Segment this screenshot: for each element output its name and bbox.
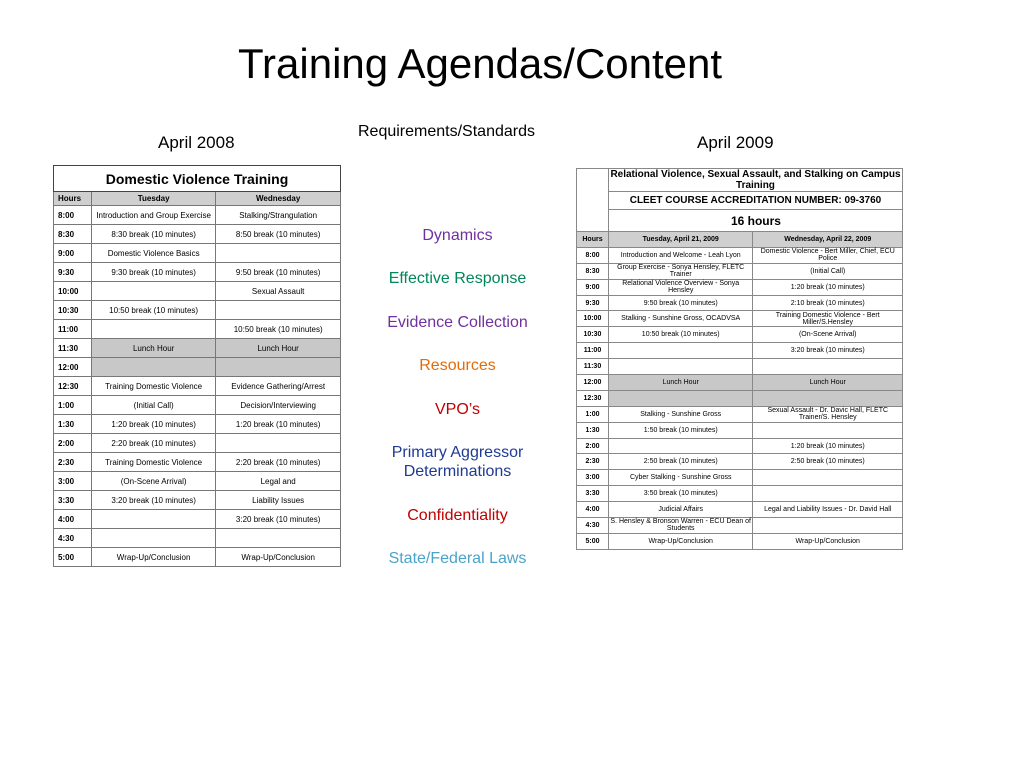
- table-header-row: [54, 192, 341, 206]
- hour-cell: 12:30: [577, 390, 609, 406]
- total-hours: 16 hours: [608, 210, 902, 232]
- table-row: [54, 339, 341, 358]
- session-cell: Liability Issues: [216, 491, 341, 510]
- session-cell: Relational Violence Overview - Sonya Hensley: [608, 279, 753, 295]
- table-row: [577, 311, 903, 327]
- hour-cell: 12:30: [54, 377, 92, 396]
- session-cell: [216, 529, 341, 548]
- session-cell: (On-Scene Arrival): [91, 472, 215, 491]
- hour-cell: 3:00: [54, 472, 92, 491]
- hour-cell: 8:00: [54, 206, 92, 225]
- session-cell: Lunch Hour: [753, 375, 903, 391]
- domestic-violence-agenda-table: [53, 165, 341, 567]
- topic-item: Effective Response: [388, 270, 527, 287]
- session-cell: 1:20 break (10 minutes): [216, 415, 341, 434]
- column-header: Hours: [54, 192, 92, 206]
- hour-cell: 12:00: [54, 358, 92, 377]
- topic-item: Resources: [419, 357, 496, 374]
- session-cell: [753, 390, 903, 406]
- session-cell: 3:50 break (10 minutes): [608, 486, 753, 502]
- topic-item: Dynamics: [422, 227, 493, 244]
- session-cell: 2:20 break (10 minutes): [216, 453, 341, 472]
- session-cell: Introduction and Welcome - Leah Lyon: [608, 247, 753, 263]
- session-cell: (Initial Call): [91, 396, 215, 415]
- session-cell: 3:20 break (10 minutes): [91, 491, 215, 510]
- table-row: [54, 358, 341, 377]
- session-cell: Domestic Violence Basics: [91, 244, 215, 263]
- session-cell: [91, 282, 215, 301]
- session-cell: 2:50 break (10 minutes): [608, 454, 753, 470]
- hour-cell: 8:30: [54, 225, 92, 244]
- session-cell: Lunch Hour: [608, 375, 753, 391]
- session-cell: [216, 434, 341, 453]
- session-cell: Legal and Liability Issues - Dr. David Hall: [753, 502, 903, 518]
- table-row: [577, 518, 903, 534]
- session-cell: 1:20 break (10 minutes): [91, 415, 215, 434]
- session-cell: Stalking/Strangulation: [216, 206, 341, 225]
- table-row: [577, 438, 903, 454]
- session-cell: [91, 510, 215, 529]
- session-cell: Stalking - Sunshine Gross: [608, 406, 753, 422]
- column-heading-middle: Requirements/Standards: [358, 123, 535, 140]
- table-row: [54, 453, 341, 472]
- agenda-title: Domestic Violence Training: [54, 166, 341, 192]
- hour-cell: 11:00: [577, 343, 609, 359]
- session-cell: [91, 529, 215, 548]
- table-row: [54, 548, 341, 567]
- session-cell: [91, 358, 215, 377]
- hour-cell: 5:00: [577, 533, 609, 549]
- hour-cell: 10:00: [577, 311, 609, 327]
- table-row: [54, 472, 341, 491]
- session-cell: [753, 486, 903, 502]
- hour-cell: 4:00: [577, 502, 609, 518]
- session-cell: Sexual Assault: [216, 282, 341, 301]
- table-row: [54, 415, 341, 434]
- table-row: [54, 225, 341, 244]
- table-row: [54, 529, 341, 548]
- table-row: [54, 244, 341, 263]
- hour-cell: 11:00: [54, 320, 92, 339]
- session-cell: 8:30 break (10 minutes): [91, 225, 215, 244]
- hour-cell: 5:00: [54, 548, 92, 567]
- accreditation-number: CLEET COURSE ACCREDITATION NUMBER: 09-3760: [608, 192, 902, 210]
- session-cell: 2:20 break (10 minutes): [91, 434, 215, 453]
- table-row: [577, 470, 903, 486]
- session-cell: 3:20 break (10 minutes): [753, 343, 903, 359]
- table-row: [577, 343, 903, 359]
- table-row: [54, 263, 341, 282]
- session-cell: [91, 320, 215, 339]
- hour-cell: 10:00: [54, 282, 92, 301]
- hour-cell: 3:30: [577, 486, 609, 502]
- session-cell: [216, 244, 341, 263]
- table-row: [577, 502, 903, 518]
- table-row: [577, 247, 903, 263]
- session-cell: 2:50 break (10 minutes): [753, 454, 903, 470]
- agenda-title: Relational Violence, Sexual Assault, and Stalking on Campus Training: [610, 169, 901, 191]
- hour-cell: 2:30: [577, 454, 609, 470]
- session-cell: Training Domestic Violence: [91, 453, 215, 472]
- session-cell: [753, 518, 903, 534]
- table-row: [577, 375, 903, 391]
- hour-cell: 2:30: [54, 453, 92, 472]
- hour-cell: 10:30: [577, 327, 609, 343]
- table-row: [577, 295, 903, 311]
- session-cell: Wrap-Up/Conclusion: [91, 548, 215, 567]
- hour-cell: 12:00: [577, 375, 609, 391]
- table-row: [577, 263, 903, 279]
- session-cell: [753, 422, 903, 438]
- table-row: [577, 359, 903, 375]
- session-cell: Wrap-Up/Conclusion: [608, 533, 753, 549]
- session-cell: Legal and: [216, 472, 341, 491]
- hour-cell: 11:30: [54, 339, 92, 358]
- table-row: [54, 377, 341, 396]
- session-cell: Group Exercise - Sonya Hensley, FLETC Trainer: [608, 263, 753, 279]
- session-cell: 1:50 break (10 minutes): [608, 422, 753, 438]
- hour-cell: 9:30: [54, 263, 92, 282]
- hour-cell: 4:30: [54, 529, 92, 548]
- session-cell: [608, 390, 753, 406]
- relational-violence-agenda-table: [576, 168, 903, 550]
- hour-cell: 1:30: [54, 415, 92, 434]
- table-row: [54, 510, 341, 529]
- session-cell: 10:50 break (10 minutes): [216, 320, 341, 339]
- column-header: Wednesday: [216, 192, 341, 206]
- table-row: [54, 282, 341, 301]
- session-cell: 9:30 break (10 minutes): [91, 263, 215, 282]
- session-cell: Sexual Assault - Dr. Davic Hall, FLETC Trainer/S. Hensley: [753, 406, 903, 422]
- session-cell: [608, 343, 753, 359]
- session-cell: [608, 359, 753, 375]
- topic-item: Evidence Collection: [387, 314, 528, 331]
- hour-cell: 2:00: [54, 434, 92, 453]
- table-header-row: [577, 232, 903, 248]
- column-header: Hours: [577, 232, 609, 248]
- session-cell: [216, 301, 341, 320]
- session-cell: Judicial Affairs: [608, 502, 753, 518]
- table-row: [577, 390, 903, 406]
- session-cell: Wrap-Up/Conclusion: [753, 533, 903, 549]
- session-cell: [216, 358, 341, 377]
- session-cell: Training Domestic Violence: [91, 377, 215, 396]
- session-cell: 8:50 break (10 minutes): [216, 225, 341, 244]
- session-cell: [753, 470, 903, 486]
- session-cell: [608, 438, 753, 454]
- hour-cell: 2:00: [577, 438, 609, 454]
- session-cell: Decision/Interviewing: [216, 396, 341, 415]
- hour-cell: 3:00: [577, 470, 609, 486]
- table-row: [54, 301, 341, 320]
- table-row: [577, 454, 903, 470]
- table-row: [577, 533, 903, 549]
- table-row: [54, 206, 341, 225]
- hour-cell: 1:30: [577, 422, 609, 438]
- hour-cell: 8:30: [577, 263, 609, 279]
- topic-item: Confidentiality: [407, 507, 508, 524]
- session-cell: 9:50 break (10 minutes): [216, 263, 341, 282]
- table-row: [577, 406, 903, 422]
- hour-cell: 1:00: [54, 396, 92, 415]
- hour-cell: 3:30: [54, 491, 92, 510]
- table-row: [54, 396, 341, 415]
- column-heading-left: April 2008: [158, 133, 235, 152]
- session-cell: S. Hensley & Bronson Warren - ECU Dean of Students: [610, 518, 751, 533]
- session-cell: (Initial Call): [753, 263, 903, 279]
- session-cell: 3:20 break (10 minutes): [216, 510, 341, 529]
- session-cell: (On-Scene Arrival): [753, 327, 903, 343]
- table-row: [54, 320, 341, 339]
- table-row: [54, 491, 341, 510]
- session-cell: Wrap-Up/Conclusion: [216, 548, 341, 567]
- session-cell: [753, 359, 903, 375]
- hour-cell: 8:00: [577, 247, 609, 263]
- hour-cell: 10:30: [54, 301, 92, 320]
- column-header: Wednesday, April 22, 2009: [753, 232, 903, 248]
- session-cell: Lunch Hour: [216, 339, 341, 358]
- session-cell: Training Domestic Violence - Bert Miller/S.Hensley: [753, 311, 903, 327]
- hour-cell: 9:30: [577, 295, 609, 311]
- session-cell: Evidence Gathering/Arrest: [216, 377, 341, 396]
- hour-cell: 4:30: [577, 518, 609, 534]
- hour-cell: 1:00: [577, 406, 609, 422]
- column-header: Tuesday: [91, 192, 215, 206]
- table-row: [54, 434, 341, 453]
- hour-cell: 9:00: [54, 244, 92, 263]
- session-cell: 2:10 break (10 minutes): [753, 295, 903, 311]
- hour-cell: 4:00: [54, 510, 92, 529]
- table-row: [577, 486, 903, 502]
- session-cell: 9:50 break (10 minutes): [608, 295, 753, 311]
- slide-title: Training Agendas/Content: [237, 40, 723, 87]
- column-header: Tuesday, April 21, 2009: [608, 232, 753, 248]
- session-cell: 10:50 break (10 minutes): [91, 301, 215, 320]
- session-cell: Introduction and Group Exercise: [91, 206, 215, 225]
- session-cell: 10:50 break (10 minutes): [608, 327, 753, 343]
- session-cell: Lunch Hour: [91, 339, 215, 358]
- table-row: [577, 422, 903, 438]
- topic-item: VPO’s: [434, 401, 481, 418]
- hour-cell: 11:30: [577, 359, 609, 375]
- topic-item: Primary Aggressor Determinations: [391, 444, 524, 480]
- hour-cell: 9:00: [577, 279, 609, 295]
- session-cell: Cyber Stalking - Sunshine Gross: [608, 470, 753, 486]
- session-cell: Stalking - Sunshine Gross, OCADVSA: [608, 311, 753, 327]
- table-row: [577, 279, 903, 295]
- session-cell: 1:20 break (10 minutes): [753, 279, 903, 295]
- topic-item: State/Federal Laws: [388, 550, 527, 567]
- session-cell: Domestic Violence - Bert Miller, Chief, ECU Police: [753, 247, 903, 263]
- session-cell: 1:20 break (10 minutes): [753, 438, 903, 454]
- column-heading-right: April 2009: [697, 133, 774, 152]
- table-row: [577, 327, 903, 343]
